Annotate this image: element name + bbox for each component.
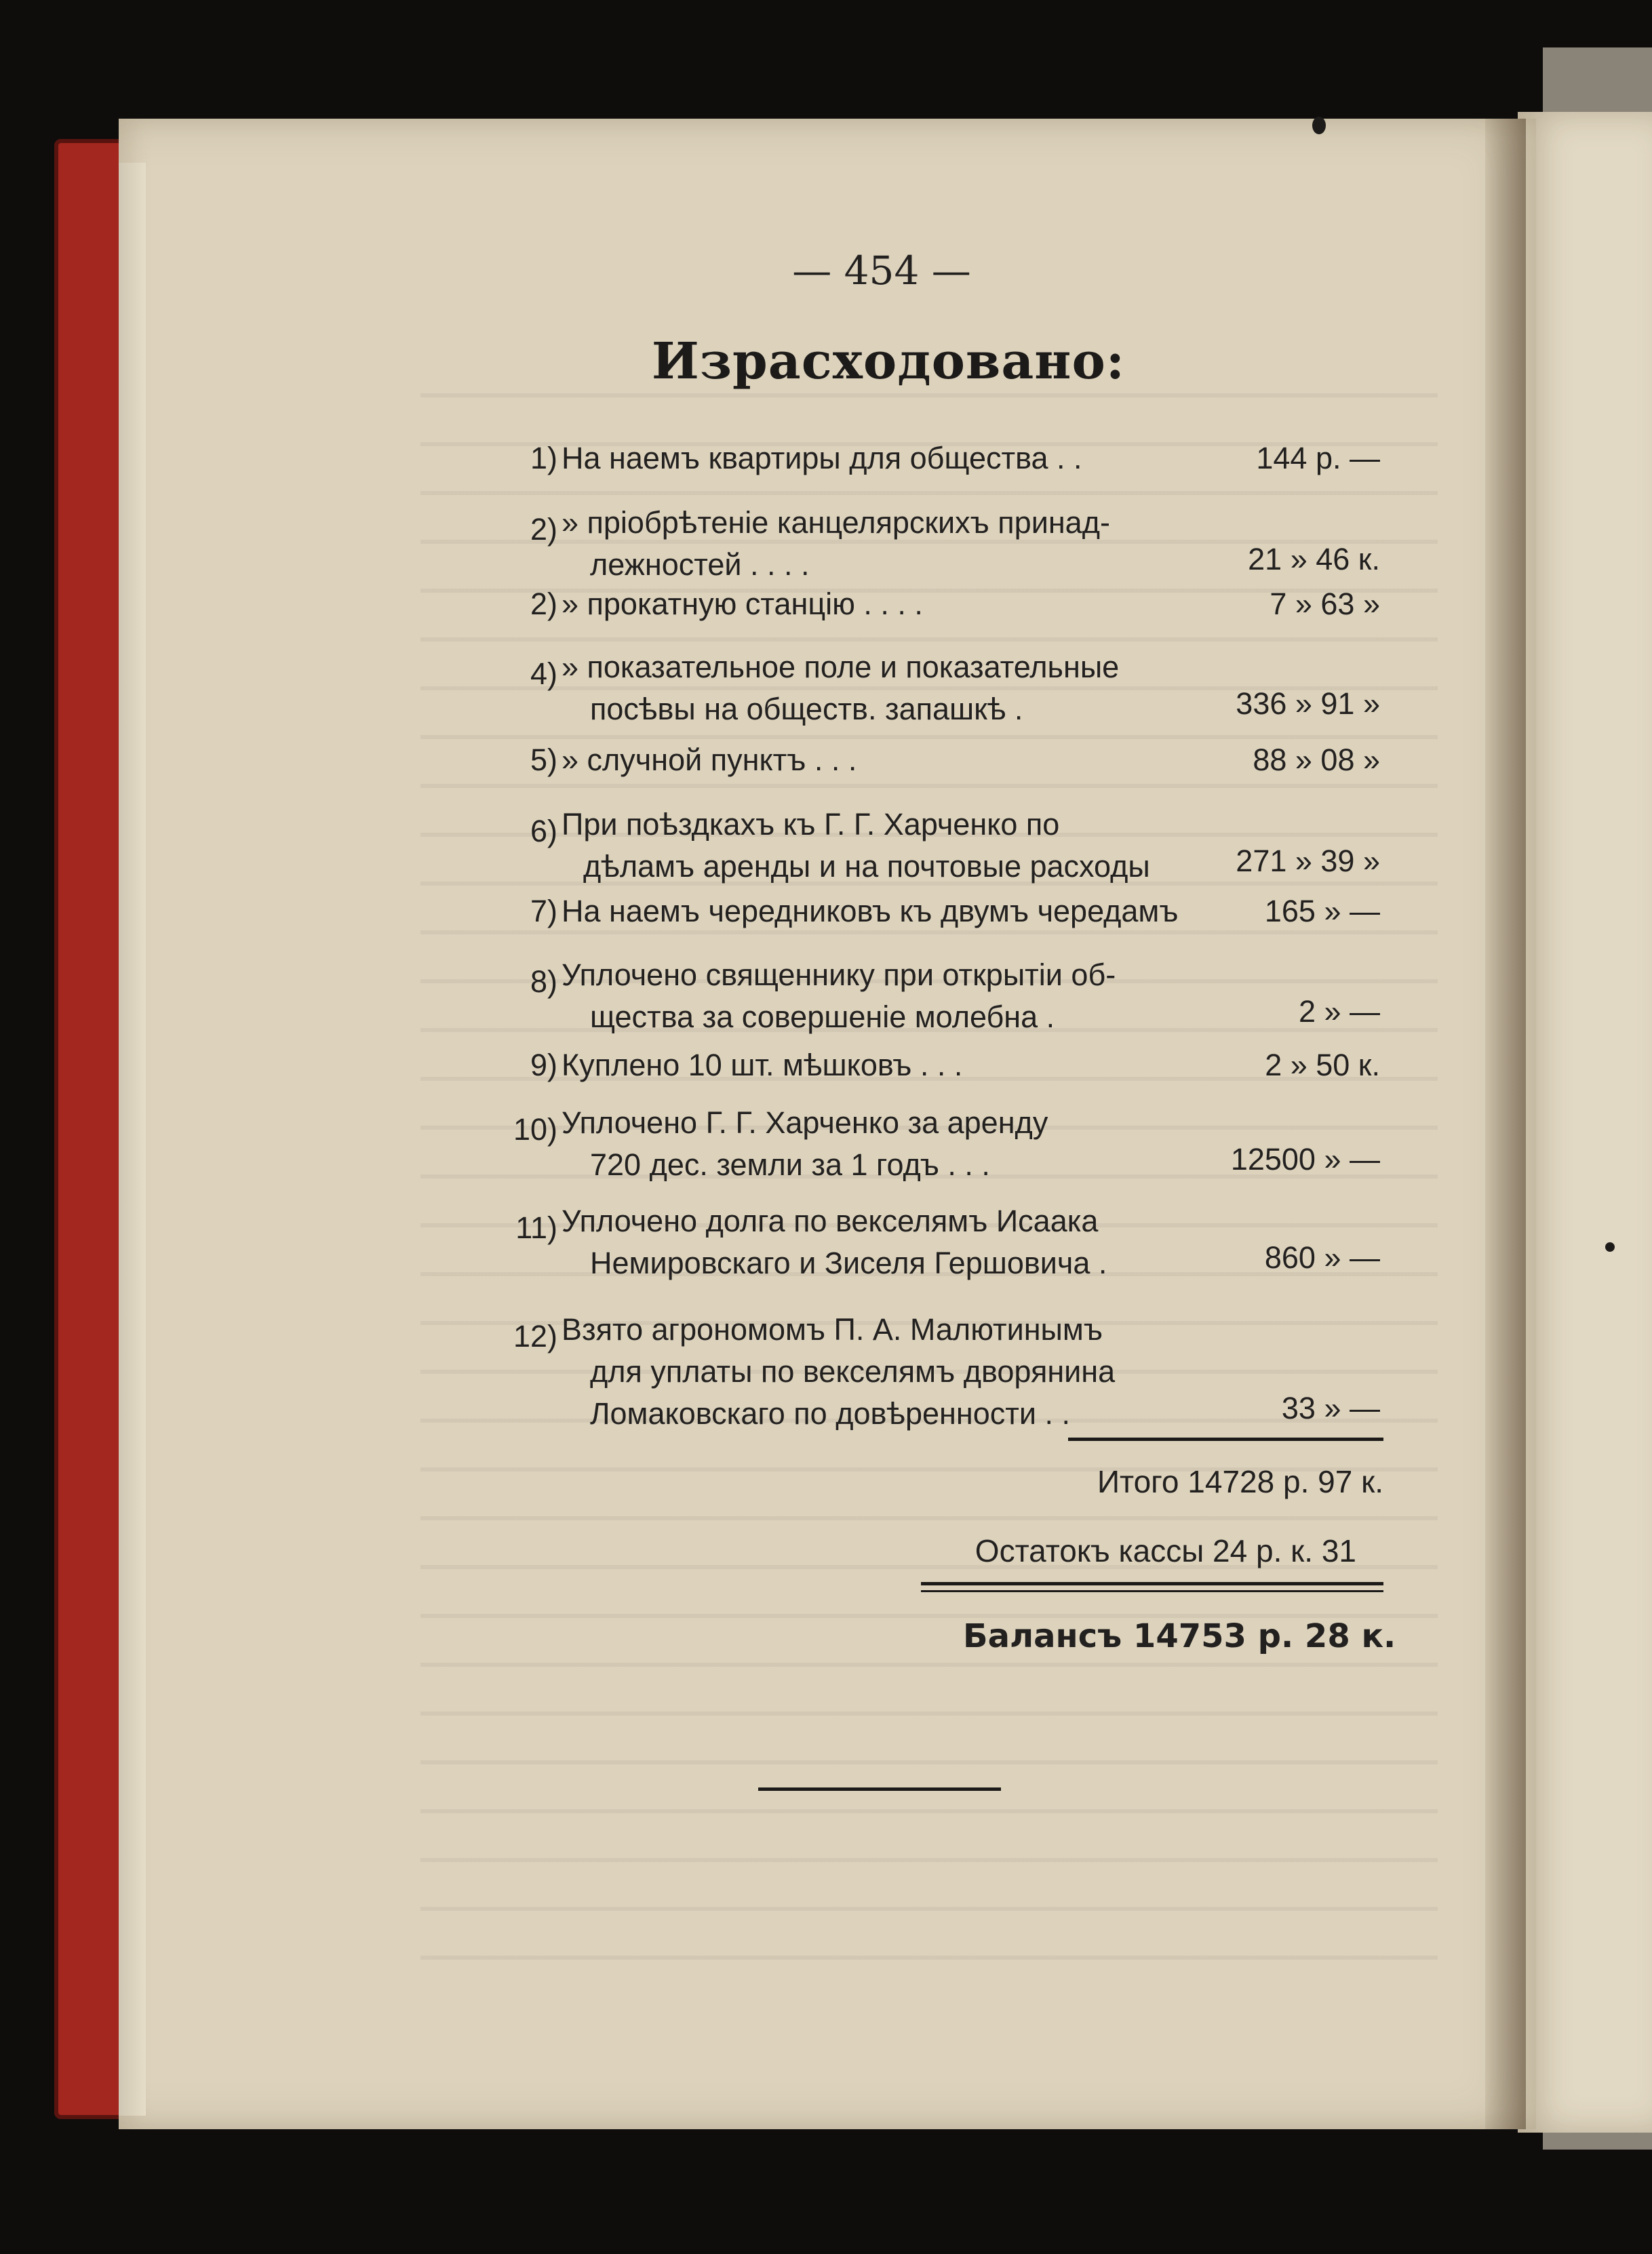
entry-text-line: для уплаты по векселямъ дворянина — [590, 1354, 1116, 1389]
entry-number: 2) — [530, 512, 557, 547]
entry-number: 11) — [515, 1210, 557, 1245]
entry-text-line: 720 дес. земли за 1 годъ . . . — [590, 1147, 990, 1182]
entry-text-line: » пріобрѣтеніе канцелярскихъ принад- — [562, 505, 1110, 540]
entry-text-line: При поѣздкахъ къ Г. Г. Харченко по — [562, 807, 1060, 842]
entry-text-line: » случной пунктъ . . . — [562, 743, 857, 777]
entry-text-line: Взято агрономомъ П. А. Малютинымъ — [562, 1312, 1103, 1347]
entry-text-line: посѣвы на обществ. запашкѣ . — [590, 692, 1023, 726]
entry-text-line: дѣламъ аренды и на почтовые расходы — [583, 849, 1150, 884]
page-heading: Израсходовано: — [651, 332, 1126, 391]
entry-amount: 144 р. — — [1256, 441, 1380, 475]
entry-amount: 12500 » — — [1230, 1142, 1380, 1177]
total-line: Итого 14728 р. 97 к. — [1097, 1464, 1383, 1499]
entry-amount: 88 » 08 » — [1253, 743, 1380, 777]
ink-spot-facing — [1605, 1242, 1615, 1252]
entry-number: 9) — [530, 1048, 557, 1082]
entry-text-line: Уплочено долга по векселямъ Исаака — [562, 1204, 1099, 1238]
entry-text-line: Немировскаго и Зиселя Гершовича . — [590, 1246, 1107, 1280]
entry-text-line: лежностей . . . . — [590, 547, 810, 582]
entry-text-line: Куплено 10 шт. мѣшковъ . . . — [562, 1048, 963, 1082]
entry-amount: 165 » — — [1264, 894, 1380, 928]
entry-amount: 336 » 91 » — [1236, 686, 1380, 721]
end-rule — [758, 1787, 1001, 1791]
ink-spot-top — [1312, 117, 1326, 134]
entry-number: 2) — [530, 587, 557, 621]
entry-number: 5) — [530, 743, 557, 777]
entry-amount: 271 » 39 » — [1236, 844, 1380, 878]
facing-page — [1518, 112, 1652, 2133]
entry-text-line: Ломаковскаго по довѣренности . . — [590, 1396, 1071, 1431]
balance-line: Балансъ 14753 р. 28 к. — [963, 1617, 1396, 1655]
entry-text-line: Уплочено Г. Г. Харченко за аренду — [562, 1105, 1048, 1140]
page-stack-edge — [119, 163, 146, 2116]
entry-text-line: На наемъ квартиры для общества . . — [562, 441, 1082, 475]
entry-amount: 860 » — — [1264, 1240, 1380, 1275]
entry-number: 8) — [530, 964, 557, 999]
balance-rule-bottom — [921, 1590, 1383, 1592]
entry-number: 4) — [530, 656, 557, 691]
entry-amount: 2 » — — [1298, 994, 1380, 1029]
entry-text-line: На наемъ чередниковъ къ двумъ чередамъ — [562, 894, 1179, 928]
entry-number: 12) — [513, 1319, 557, 1353]
balance-rule-top — [921, 1582, 1383, 1585]
entry-text-line: щества за совершеніе молебна . — [590, 1000, 1055, 1034]
entry-amount: 21 » 46 к. — [1248, 542, 1380, 576]
total-rule — [1068, 1438, 1383, 1441]
entry-text-line: » показательное поле и показательные — [562, 650, 1120, 684]
entry-amount: 7 » 63 » — [1270, 587, 1380, 621]
entry-number: 10) — [513, 1112, 557, 1147]
entry-amount: 33 » — — [1281, 1391, 1380, 1425]
page-number: — 454 — — [792, 248, 971, 294]
entry-number: 6) — [530, 814, 557, 848]
entry-text-line: » прокатную станцію . . . . — [562, 587, 923, 621]
remainder-line: Остатокъ кассы 24 р. к. 31 — [975, 1533, 1356, 1568]
page-gutter-shadow — [1485, 119, 1526, 2129]
entry-number: 1) — [530, 441, 557, 475]
entry-amount: 2 » 50 к. — [1265, 1048, 1380, 1082]
entry-text-line: Уплочено священнику при открытіи об- — [562, 957, 1116, 992]
entry-number: 7) — [530, 894, 557, 928]
